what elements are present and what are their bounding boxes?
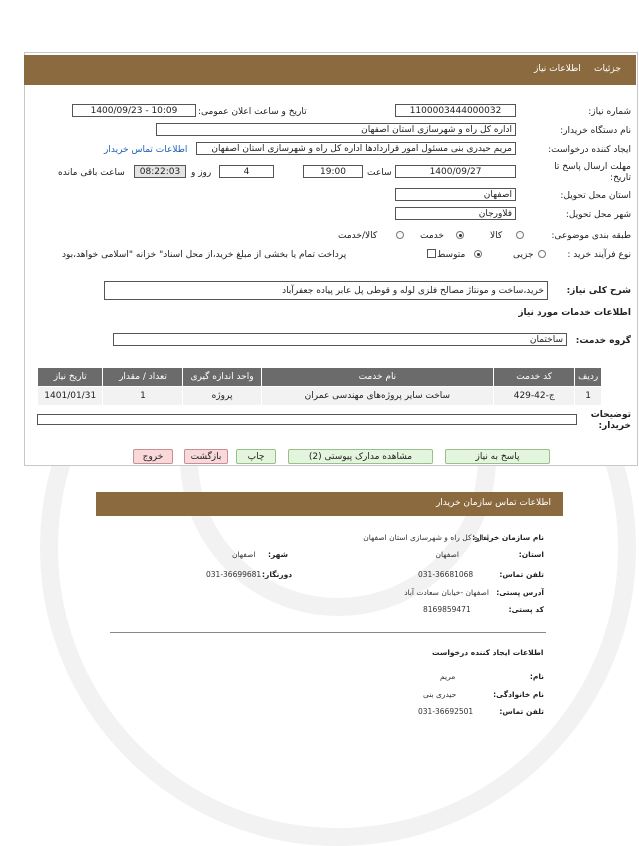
contact-province-label: استان: [518,550,544,559]
tab-need-info[interactable]: اطلاعات نیاز [534,64,581,74]
cell-service-name: ساخت سایر پروژه‌های مهندسی عمران [261,387,494,406]
deadline-time-field[interactable]: 19:00 [303,165,363,178]
contact-city-label: شهر: [268,550,288,559]
top-navigation-bar [24,55,636,85]
delivery-province-label: استان محل تحویل: [560,191,631,201]
creator-phone-value: 031-36692501 [418,707,474,716]
reply-to-need-button[interactable]: پاسخ به نیاز [445,449,550,464]
announce-date-field[interactable]: 1400/09/23 - 10:09 [72,104,196,117]
remaining-time-field[interactable]: 08:22:03 [134,165,186,178]
remaining-days-field[interactable]: 4 [219,165,274,178]
col-unit: واحد اندازه گیری [183,368,261,387]
table-row[interactable] [38,387,602,406]
service-group-field[interactable]: ساختمان [113,333,567,346]
contact-postal-label: کد پستی: [508,605,544,614]
col-quantity: تعداد / مقدار [103,368,183,387]
category-service-radio[interactable] [456,231,464,239]
contact-org-label: نام سازمان خریدار: [472,533,544,542]
process-medium-radio[interactable] [474,250,482,258]
cell-quantity: 1 [103,387,183,406]
treasury-payment-note: پرداخت تمام یا بخشی از مبلغ خرید،از محل اسناد" خزانه "اسلامی خواهد،بود [62,250,347,260]
deadline-label: مهلت ارسال پاسخ تا تاریخ: [554,162,631,183]
category-goods-service-radio[interactable] [396,231,404,239]
contact-divider [110,632,546,633]
category-label: طبقه بندی موضوعی: [551,231,631,241]
deadline-date-field[interactable]: 1400/09/27 [395,165,516,178]
buyer-org-label: نام دستگاه خریدار: [560,126,631,136]
request-creator-title: اطلاعات ایجاد کننده درخواست [432,648,544,657]
creator-family-label: نام خانوادگی: [493,690,544,699]
tab-details[interactable]: جزئیات [594,64,621,74]
print-button[interactable]: چاپ [236,449,276,464]
remaining-time-label: ساعت باقی مانده [58,168,125,178]
category-goods-service-label: کالا/خدمت [338,231,378,241]
category-goods-label: کالا [490,231,503,241]
col-row-number: ردیف [575,368,602,387]
process-small-label: جزیی [513,250,534,260]
contact-fax-value: 031-36699681 [206,570,262,579]
col-service-name: نام خدمت [261,368,494,387]
contact-city-value: اصفهان [232,550,256,559]
contact-address-label: آدرس پستی: [496,588,544,597]
buyer-contact-section-header [96,492,563,516]
col-need-date: تاریخ نیاز [38,368,103,387]
col-service-code: کد خدمت [494,368,575,387]
creator-field[interactable]: مریم حیدری بنی مسئول امور قراردادها اداره کل راه و شهرسازی استان اصفهان [196,142,516,155]
need-number-field[interactable]: 1100003444000032 [395,104,516,117]
cell-row-number: 1 [575,387,602,406]
deadline-hour-label: ساعت [367,168,392,178]
buyer-contact-title: اطلاعات تماس سازمان خریدار [435,498,551,508]
treasury-payment-checkbox[interactable] [427,249,436,258]
process-type-label: نوع فرآیند خرید : [567,250,631,260]
creator-phone-label: تلفن تماس: [499,707,544,716]
contact-org-value: اداره کل راه و شهرسازی استان اصفهان [363,533,489,542]
exit-button[interactable]: خروج [133,449,173,464]
need-number-label: شماره نیاز: [588,107,631,117]
buyer-org-field[interactable]: اداره کل راه و شهرسازی استان اصفهان [156,123,516,136]
contact-address-value: اصفهان -خیابان سعادت آباد [404,588,489,597]
table-header-row [38,368,602,387]
buyer-notes-field[interactable] [37,414,577,425]
creator-name-label: نام: [529,672,544,681]
process-small-radio[interactable] [538,250,546,258]
day-label: روز و [191,168,212,178]
category-goods-radio[interactable] [516,231,524,239]
creator-family-value: حیدری بنی [423,690,457,699]
buyer-notes-label: توضیحات خریدار: [590,410,631,431]
services-section-title: اطلاعات خدمات مورد نیاز [518,308,631,318]
contact-phone-label: تلفن تماس: [499,570,544,579]
category-service-label: خدمت [420,231,444,241]
cell-service-code: ج-42-429 [494,387,575,406]
need-description-label: شرح کلی نیاز: [566,286,631,296]
contact-postal-value: 8169859471 [423,605,471,614]
view-attachments-button[interactable]: مشاهده مدارک پیوستی (2) [288,449,433,464]
process-medium-label: متوسط [437,250,466,260]
delivery-city-label: شهر محل تحویل: [565,210,631,220]
cell-unit: پروژه [183,387,261,406]
back-button[interactable]: بازگشت [184,449,228,464]
delivery-province-field[interactable]: اصفهان [395,188,516,201]
service-group-label: گروه خدمت: [575,336,631,346]
services-table [37,367,602,406]
buyer-contact-link[interactable]: اطلاعات تماس خریدار [104,145,188,155]
creator-name-value: مریم [440,672,456,681]
contact-phone-value: 031-36681068 [418,570,474,579]
announce-date-label: تاریخ و ساعت اعلان عمومی: [198,107,307,117]
contact-fax-label: دورنگار: [262,570,293,579]
contact-province-value: اصفهان [435,550,459,559]
need-description-field[interactable]: خرید،ساخت و مونتاژ مصالح فلزی لوله و قوطی پل عابر پیاده جعفرآباد [104,281,548,300]
cell-need-date: 1401/01/31 [38,387,103,406]
creator-label: ایجاد کننده درخواست: [548,145,631,155]
delivery-city-field[interactable]: فلاورجان [395,207,516,220]
